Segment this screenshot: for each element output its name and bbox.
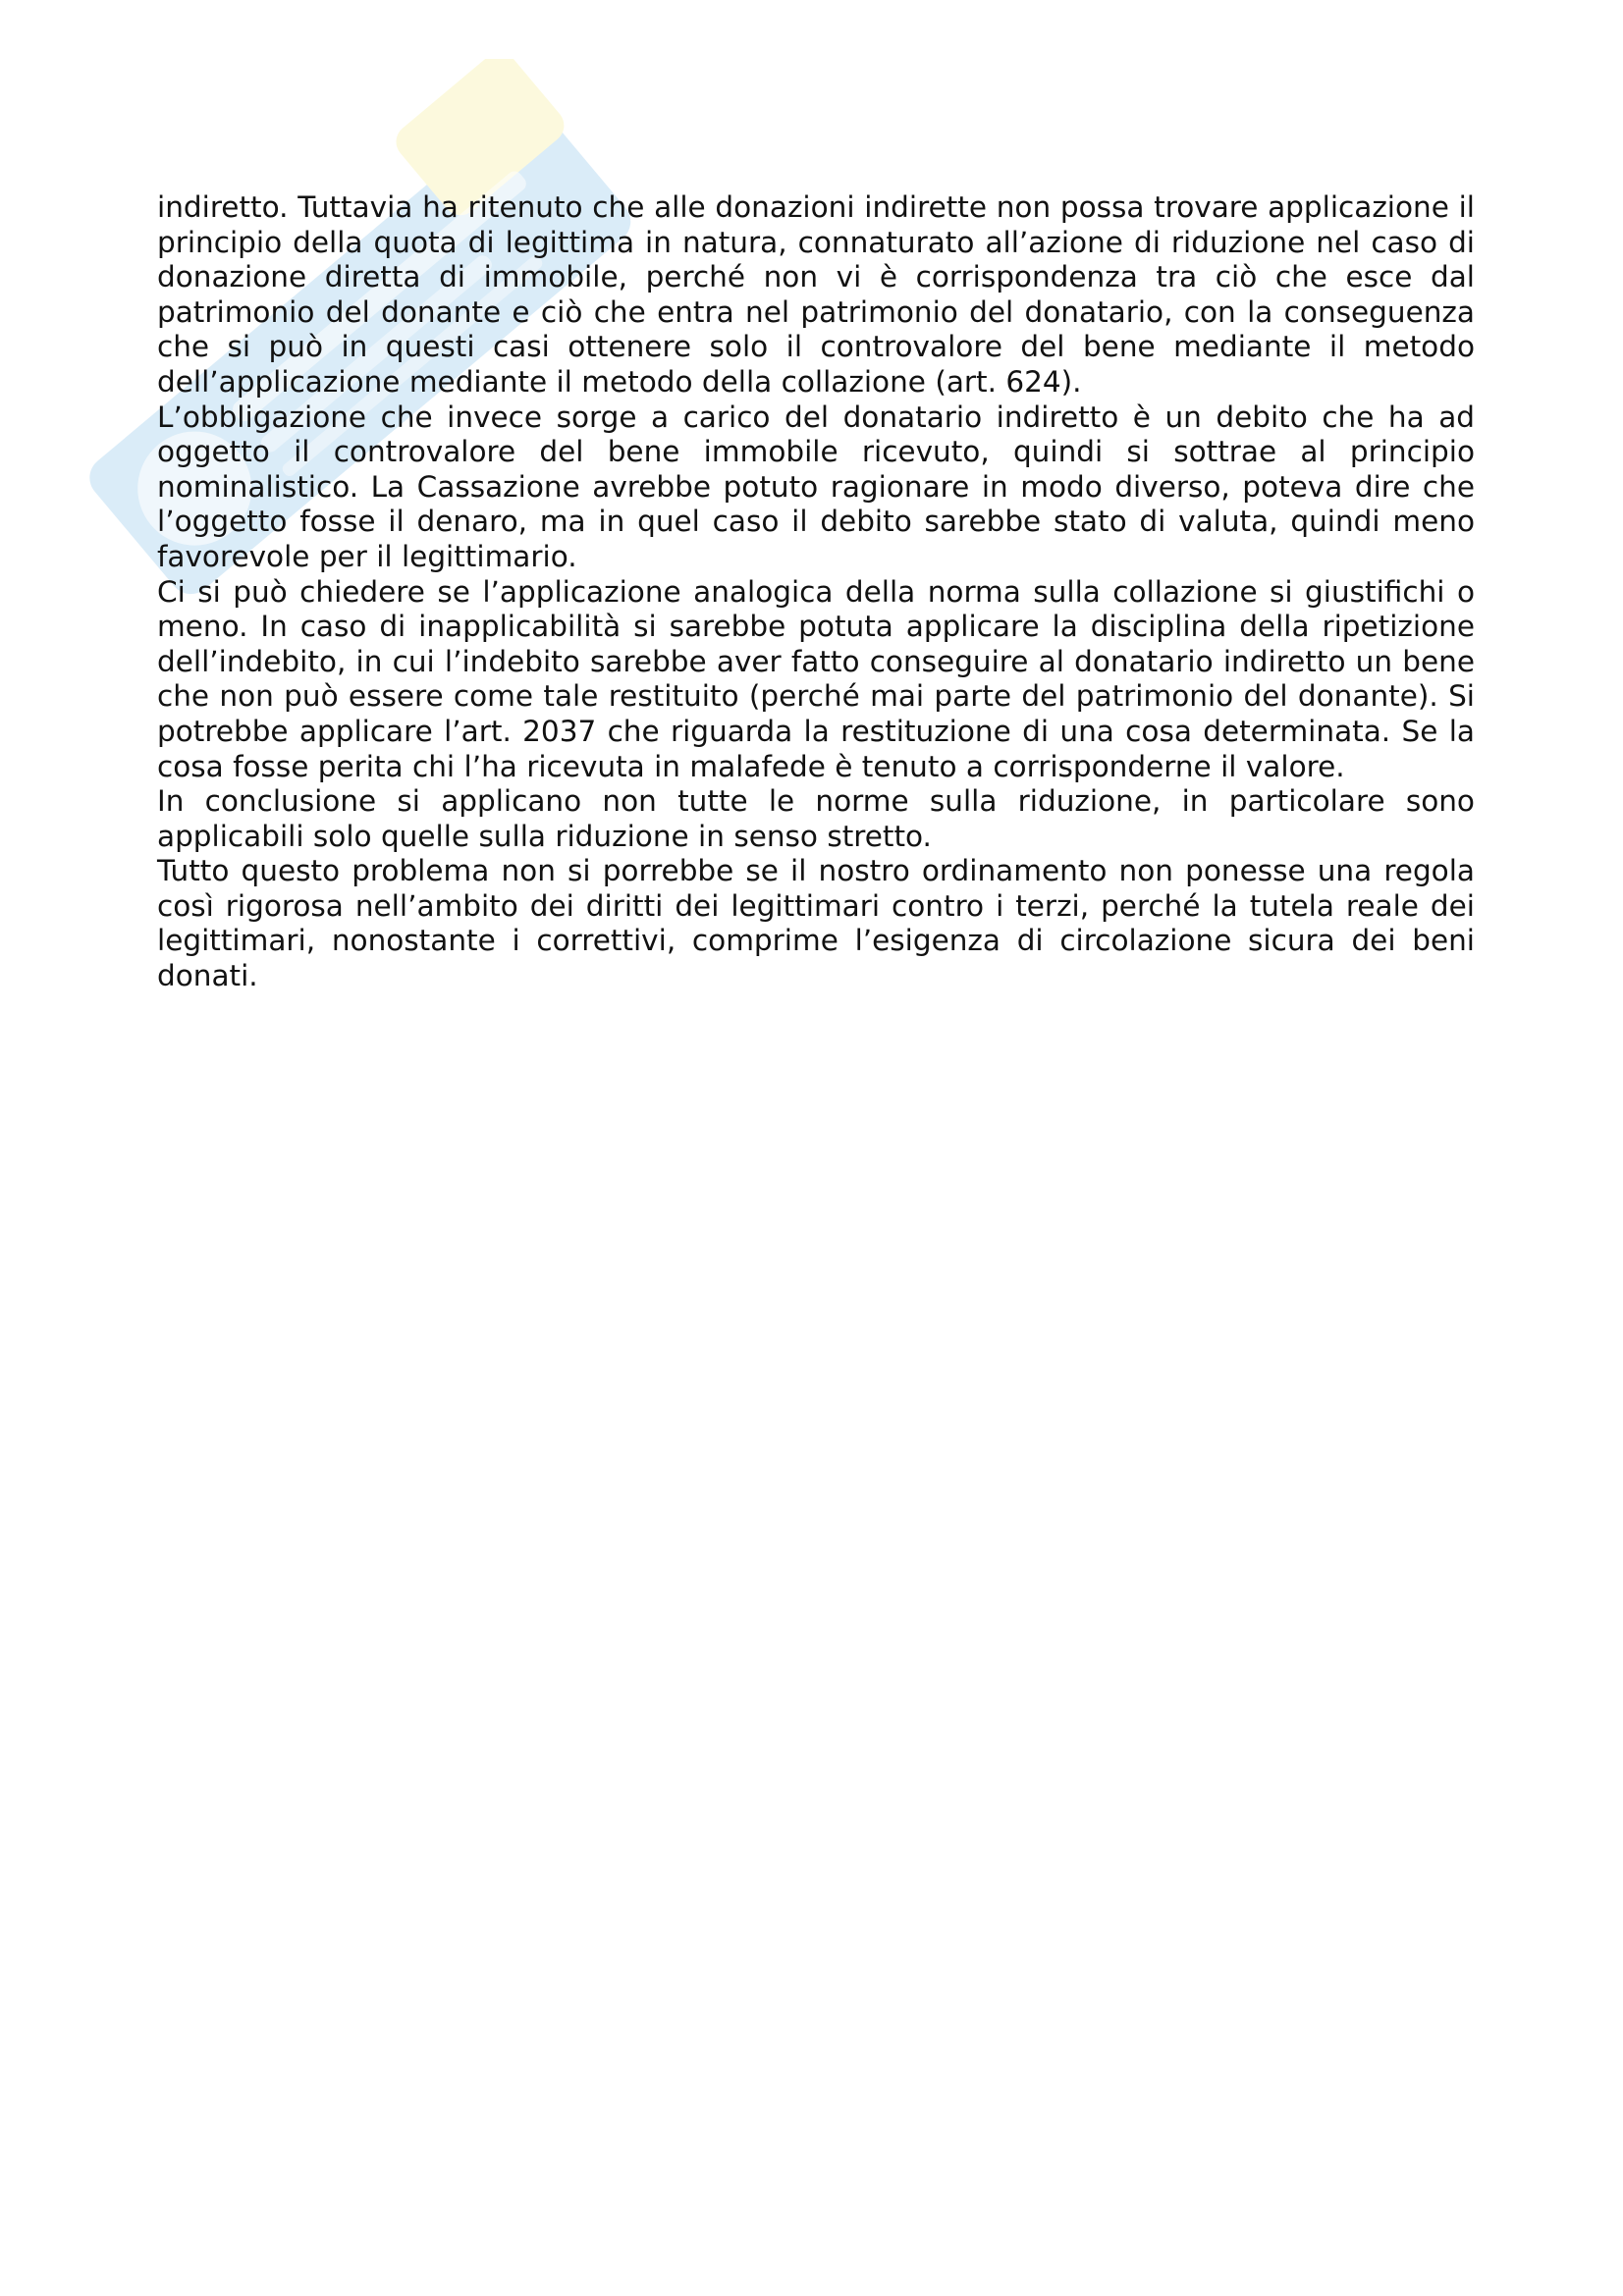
paragraph: indiretto. Tuttavia ha ritenuto che alle donazioni indirette non possa trovare applicazione il principio della quota di legittima in natura, connaturato all’azione di riduzione nel caso di donazione diretta di immobile, perché non vi è corrispondenza tra ciò che esce dal patrimonio del donante e ciò che entra nel patrimonio del donatario, con la conseguenza che si può in questi casi ottenere solo il controvalore del bene mediante il metodo dell’applicazione mediante il metodo della collazione (art. 624). bbox=[157, 190, 1475, 399]
paragraph: In conclusione si applicano non tutte le norme sulla riduzione, in particolare sono applicabili solo quelle sulla riduzione in senso stretto. bbox=[157, 784, 1475, 853]
document-body bbox=[157, 190, 1475, 994]
paragraph: L’obbligazione che invece sorge a carico del donatario indiretto è un debito che ha ad oggetto il controvalore del bene immobile ricevuto, quindi si sottrae al principio nominalistico. La Cassazione avrebbe potuto ragionare in modo diverso, poteva dire che l’oggetto fosse il denaro, ma in quel caso il debito sarebbe stato di valuta, quindi meno favorevole per il legittimario. bbox=[157, 400, 1475, 573]
paragraph: Tutto questo problema non si porrebbe se il nostro ordinamento non ponesse una regola così rigorosa nell’ambito dei diritti dei legittimari contro i terzi, perché la tutela reale dei legittimari, nonostante i correttivi, comprime l’esigenza di circolazione sicura dei beni donati. bbox=[157, 854, 1475, 993]
paragraph: Ci si può chiedere se l’applicazione analogica della norma sulla collazione si giustifichi o meno. In caso di inapplicabilità si sarebbe potuta applicare la disciplina della ripetizione dell’indebito, in cui l’indebito sarebbe aver fatto conseguire al donatario indiretto un bene che non può essere come tale restituito (perché mai parte del patrimonio del donante). Si potrebbe applicare l’art. 2037 che riguarda la restituzione di una cosa determinata. Se la cosa fosse perita chi l’ha ricevuta in malafede è tenuto a corrisponderne il valore. bbox=[157, 574, 1475, 783]
